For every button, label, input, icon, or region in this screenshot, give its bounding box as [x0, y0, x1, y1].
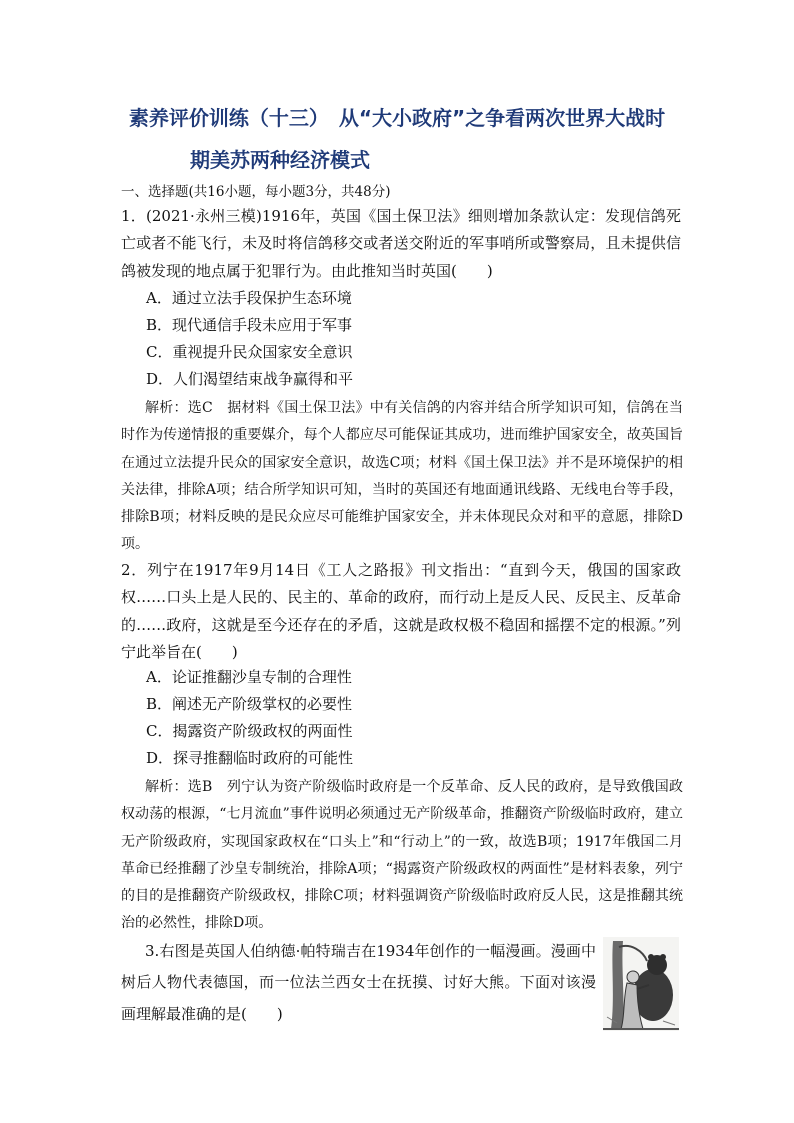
question-2-option-c: C．揭露资产阶级政权的两面性 [146, 722, 353, 740]
question-2-stem: 2．列宁在1917年9月14日《工人之路报》刊文指出：“直到今天，俄国的国家政权……口头上是人民的、民主的、革命的政府，而行动上是反人民、反民主、反革命的……政府，这就是至今还存在的矛盾，这就是政权极不稳固和摇摆不定的根源。”列宁此举旨在( ) [121, 561, 681, 661]
page-title-line-1: 素养评价训练（十三） 从“大小政府”之争看两次世界大战时 [128, 106, 666, 130]
page-title-line-2: 期美苏两种经济模式 [190, 148, 370, 172]
question-2-answer: 解析：选B 列宁认为资产阶级临时政府是一个反革命、反人民的政府，是导致俄国政权动荡的根源，“七月流血”事件说明必须通过无产阶级革命，推翻资产阶级临时政府，建立无产阶级政府，实现国家政权在“口头上”和“行动上”的一致，故选B项；1917年俄国二月革命已经推翻了沙皇专制统治，排除A项；“揭露资产阶级政权的两面性”是材料表象，列宁的目的是推翻资产阶级政权，排除C项；材料强调资产阶级临时政府反人民，这是推翻其统治的必然性，排除D项。 [121, 779, 683, 932]
question-1-option-c: C．重视提升民众国家安全意识 [146, 343, 353, 361]
question-2-option-b: B．阐述无产阶级掌权的必要性 [146, 695, 353, 713]
cartoon-illustration [603, 937, 679, 1031]
question-1-answer: 解析：选C 据材料《国土保卫法》中有关信鸽的内容并结合所学知识可知，信鸽在当时作为传递情报的重要媒介，每个人都应尽可能保证其成功，进而维护国家安全，故英国旨在通过立法提升民众的国家安全意识，故选C项；材料《国土保卫法》并不是环境保护的相关法律，排除A项；结合所学知识可知，当时的英国还有地面通讯线路、无线电台等手段，排除B项；材料反映的是民众应尽可能维护国家安全，并未体现民众对和平的意愿，排除D项。 [121, 400, 683, 553]
question-1-option-a: A．通过立法手段保护生态环境 [146, 289, 352, 307]
question-3-stem: 3.右图是英国人伯纳德·帕特瑞吉在1934年创作的一幅漫画。漫画中树后人物代表德国，而一位法兰西女士在抚摸、讨好大熊。下面对该漫画理解最准确的是( ) [121, 942, 596, 1023]
question-1-option-d: D．人们渴望结束战争赢得和平 [146, 370, 354, 388]
section-header: 一、选择题(共16小题，每小题3分，共48分) [121, 184, 391, 200]
question-1-stem: 1．(2021·永州三模)1916年，英国《国土保卫法》细则增加条款认定：发现信鸽死亡或者不能飞行，未及时将信鸽移交或者送交附近的军事哨所或警察局，且未提供信鸽被发现的地点属于犯罪行为。由此推知当时英国( ) [121, 207, 681, 280]
question-2-option-a: A．论证推翻沙皇专制的合理性 [146, 668, 352, 686]
question-1-option-b: B．现代通信手段未应用于军事 [146, 316, 353, 334]
question-2-option-d: D．探寻推翻临时政府的可能性 [146, 749, 354, 767]
